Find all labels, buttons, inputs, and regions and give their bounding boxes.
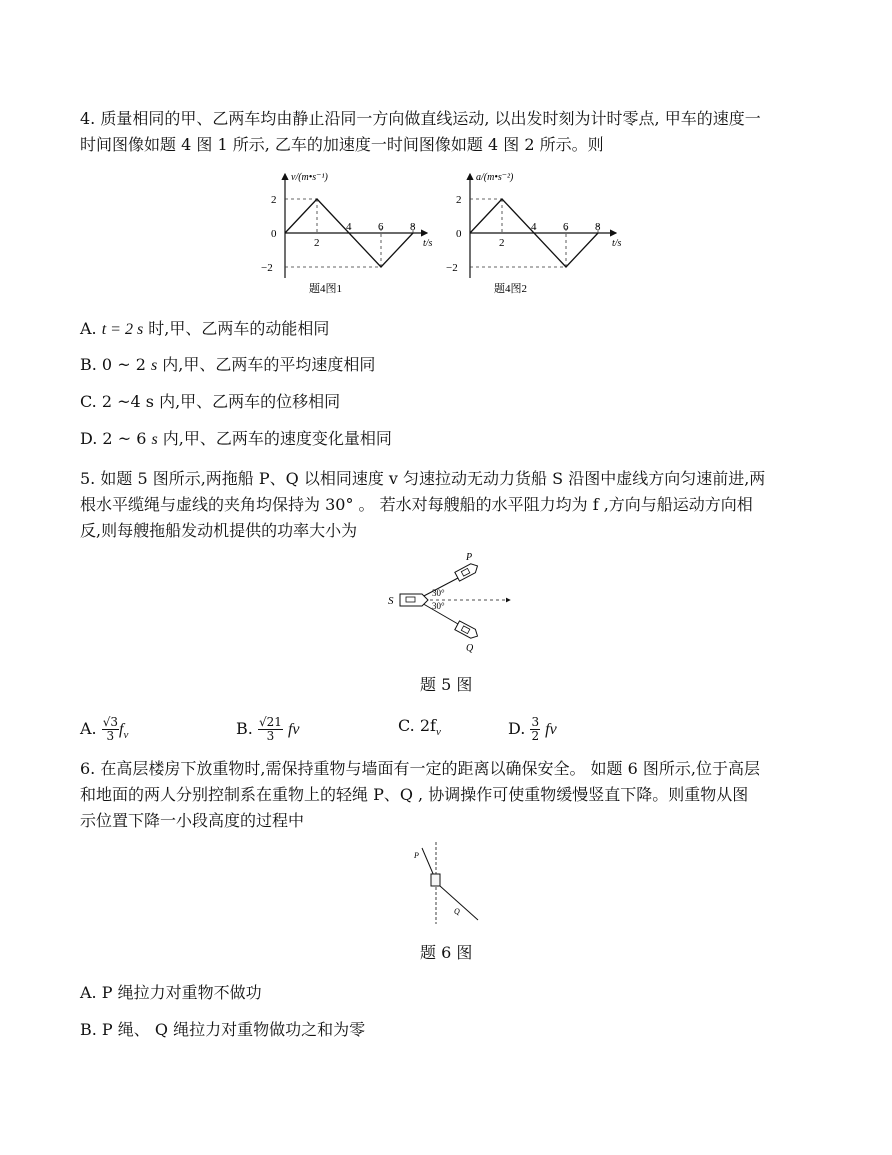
- q4-option-a: A. t = 2 s 时,甲、乙两车的动能相同: [80, 319, 330, 338]
- x-tick-label: 4: [346, 221, 352, 233]
- y-tick-label: 2: [456, 194, 462, 206]
- x-tick-label: 4: [531, 221, 537, 233]
- label-q: Q: [454, 907, 460, 916]
- boat-q: [455, 621, 480, 641]
- heavy-object: [431, 874, 440, 886]
- x-tick-label: 6: [563, 221, 569, 233]
- graph2-xlabel: t/s: [612, 238, 622, 249]
- graph1-ylabel: v/(m•s⁻¹): [291, 172, 328, 183]
- y-tick-label: −2: [446, 262, 458, 274]
- q4-graph1: [255, 166, 435, 296]
- q4-option-b: B. 0 ~ 2 s 内,甲、乙两车的平均速度相同: [80, 355, 376, 374]
- y-tick-label: 0: [456, 228, 462, 240]
- q6-stem-line3: 示位置下降一小段高度的过程中: [80, 811, 305, 830]
- boat-s: [400, 594, 428, 606]
- q5-stem-line3: 反,则每艘拖船发动机提供的功率大小为: [80, 521, 358, 540]
- angle-label-upper: 30°: [432, 588, 445, 598]
- q6-option-a: A. P 绳拉力对重物不做功: [80, 983, 262, 1002]
- q4-graph2: [440, 166, 625, 296]
- graph2-ylabel: a/(m•s⁻²): [476, 172, 514, 183]
- q5-option-d: D. $\frac{3}{2}$ fv: [508, 715, 557, 743]
- graph1-caption: 题4图1: [309, 283, 342, 295]
- rope-p: [422, 848, 434, 876]
- q4-stem-line1: 4. 质量相同的甲、乙两车均由静止沿同一方向做直线运动, 以出发时刻为计时零点, 甲车的速度一: [80, 109, 761, 128]
- label-s: S: [388, 595, 394, 607]
- boat-p: [455, 561, 480, 581]
- q6-caption: 题 6 图: [420, 943, 473, 962]
- graph2-caption: 题4图2: [494, 283, 527, 295]
- q6-stem-line2: 和地面的两人分别控制系在重物上的轻绳 P、Q , 协调操作可使重物缓慢竖直下降。则重物从图: [80, 785, 749, 804]
- q6-option-b: B. P 绳、 Q 绳拉力对重物做功之和为零: [80, 1020, 366, 1039]
- y-tick-label: 0: [271, 228, 277, 240]
- q4-option-d: D. 2 ~ 6 s 内,甲、乙两车的速度变化量相同: [80, 429, 392, 448]
- x-tick-label: 2: [314, 237, 320, 249]
- q5-option-c: C. $2f_v$: [398, 716, 441, 739]
- q5-option-a: A. $\frac{√3}{3}$ $f_v$: [80, 715, 129, 743]
- angle-label-lower: 30°: [432, 601, 445, 611]
- q4-stem-line2: 时间图像如题 4 图 1 所示, 乙车的加速度一时间图像如题 4 图 2 所示。则: [80, 135, 604, 154]
- y-tick-label: −2: [261, 262, 273, 274]
- label-p: P: [414, 851, 419, 860]
- q5-caption: 题 5 图: [420, 675, 473, 694]
- q6-figure: [408, 840, 488, 925]
- x-tick-label: 8: [595, 221, 601, 233]
- label-p: P: [466, 552, 473, 563]
- x-tick-label: 8: [410, 221, 416, 233]
- q5-stem-line2: 根水平缆绳与虚线的夹角均保持为 30° 。 若水对每艘船的水平阻力均为 f ,方向与船运动方向相: [80, 495, 753, 514]
- q5-stem-line1: 5. 如题 5 图所示,两拖船 P、Q 以相同速度 v 匀速拉动无动力货船 S 沿图中虚线方向匀速前进,两: [80, 469, 766, 488]
- x-tick-label: 2: [499, 237, 505, 249]
- graph1-xlabel: t/s: [423, 238, 433, 249]
- q5-option-b: B. $\frac{√21}{3}$ fv: [236, 715, 300, 743]
- label-q: Q: [466, 643, 474, 654]
- q6-stem-line1: 6. 在高层楼房下放重物时,需保持重物与墙面有一定的距离以确保安全。 如题 6 图所示,位于高层: [80, 759, 760, 778]
- x-tick-label: 6: [378, 221, 384, 233]
- q4-option-c: C. 2 ~4 s 内,甲、乙两车的位移相同: [80, 392, 341, 411]
- y-tick-label: 2: [271, 194, 277, 206]
- q5-figure: [384, 548, 520, 654]
